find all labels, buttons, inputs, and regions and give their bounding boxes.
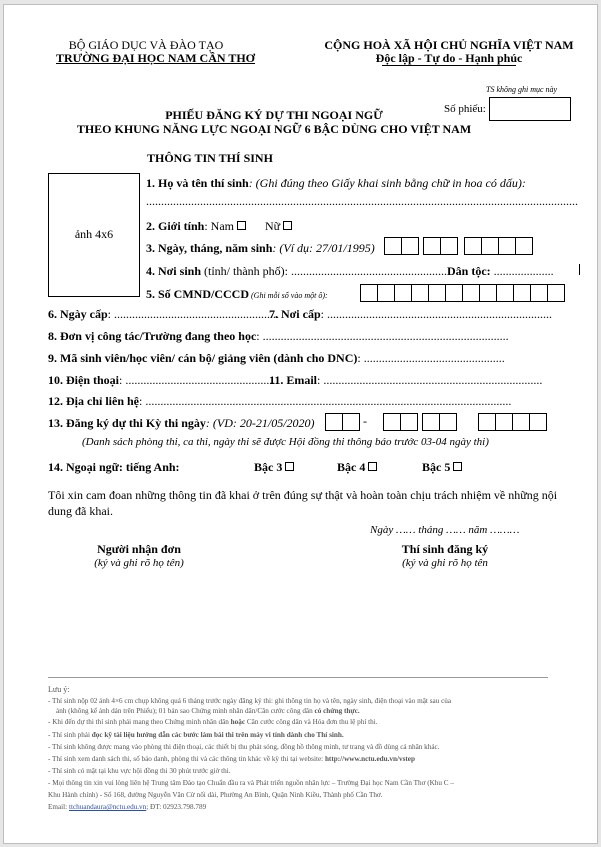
level-3-checkbox[interactable] (285, 462, 294, 471)
motto-underline (382, 65, 516, 66)
id-number-hint: (Ghi mỗi số vào một ô): (249, 291, 328, 300)
form-number-label: Số phiếu: (444, 103, 486, 115)
student-id-label: 9. Mã sinh viên/học viên/ cán bộ/ giảng viên (dành cho DNC) (48, 351, 358, 365)
full-name-label: 1. Họ và tên thí sinh (146, 176, 249, 190)
exam-day-box-2[interactable] (342, 413, 360, 431)
ts-note: TS không ghi mục này (486, 85, 558, 94)
note-contact-line2: Khu Hành chính) - Số 168, đường Nguyễn Văn Cừ nối dài, Phường An Bình, Quận Ninh Kiều, Thành phố Cần Thơ. (48, 791, 383, 799)
note-website (48, 755, 415, 763)
candidate-title: Thí sinh đăng ký (401, 542, 489, 556)
note-arrival: - Thí sinh có mặt tại khu vực hội đồng thi 30 phút trước giờ thi. (48, 767, 231, 775)
exam-day-box-4[interactable] (400, 413, 418, 431)
note-photo-certified: có chứng thực. (312, 707, 360, 715)
full-name-input-line[interactable]: ................................................................................................................................................ (146, 194, 578, 208)
id-box-9[interactable] (496, 284, 514, 302)
birthplace-input-line[interactable]: (tỉnh/ thành phố): .................................................... (201, 264, 447, 278)
level-4-checkbox[interactable] (368, 462, 377, 471)
exam-date-dash: - (363, 414, 367, 428)
note-photo-line1: - Thí sinh nộp 02 ảnh 4×6 cm chụp không quá 6 tháng trước ngày đăng ký thi: ghi thông tin họ và tên, ngày sinh, điện thoại vào mặt sau của (48, 697, 452, 705)
university-name: TRƯỜNG ĐẠI HỌC NAM CẦN THƠ (56, 51, 256, 65)
text-cursor (579, 264, 580, 275)
note-photo-text: ảnh (không kể ảnh dán trên Phiếu); 01 bản sao Chứng minh nhân dân/Căn cước công dân (56, 707, 313, 715)
exam-date-label: 13. Đăng ký dự thi Kỳ thi ngày (48, 416, 206, 430)
email-prefix: Email: (48, 803, 69, 811)
ministry-name: BỘ GIÁO DỤC VÀ ĐÀO TẠO (68, 38, 224, 52)
issue-date-input-line[interactable]: : ....................................................... (107, 307, 280, 321)
gender-male-checkbox[interactable] (237, 221, 246, 230)
id-number-label: 5. Số CMND/CCCD (146, 287, 249, 301)
email-input-line[interactable]: : ......................................................................... (317, 373, 543, 387)
dob-day-box-2[interactable] (401, 237, 419, 255)
gender-label: 2. Giới tính (146, 219, 205, 233)
level-4-label: Bậc 4 (337, 460, 366, 474)
dob-day-box-1[interactable] (384, 237, 402, 255)
field-full-name (146, 176, 526, 191)
signature-date: Ngày …… tháng …… năm ……… (370, 524, 520, 536)
field-dob (146, 241, 375, 256)
issue-place-label: 7. Nơi cấp (269, 307, 321, 321)
form-title-line1: PHIẾU ĐĂNG KÝ DỰ THI NGOẠI NGỮ (165, 108, 383, 122)
note-contact-line1: - Mọi thông tin xin vui lòng liên hệ Trung tâm Đào tạo Chuẩn đầu ra và Phát triển nguồn nhân lực – Trường Đại học Nam Cần Thơ (Khu C – (48, 779, 454, 787)
field-gender (146, 219, 292, 234)
birthplace-label: 4. Nơi sinh (146, 264, 201, 278)
commitment-line1: Tôi xin cam đoan những thông tin đã khai ở trên đúng sự thật và hoàn toàn chịu trách nhiệm về những nội (48, 488, 558, 502)
ethnicity-label: Dân tộc: (447, 264, 491, 278)
field-id-number (146, 287, 328, 302)
contact-phone: ; ĐT: 02923.798.789 (146, 803, 207, 811)
field-birthplace (146, 264, 447, 279)
field-address (48, 394, 511, 409)
notes-divider (48, 677, 548, 678)
phone-label: 10. Điện thoại (48, 373, 120, 387)
exam-day-box-1[interactable] (325, 413, 343, 431)
registration-form-page (3, 4, 598, 844)
level-4-option (337, 460, 377, 475)
dob-month-box-1[interactable] (423, 237, 441, 255)
note-read-guide (48, 731, 344, 739)
issue-place-input-line[interactable]: : ........................................................................... (320, 307, 552, 321)
note-id-or: hoặc (228, 718, 246, 726)
form-title-line2: THEO KHUNG NĂNG LỰC NGOẠI NGỮ 6 BẬC DÙNG CHO VIỆT NAM (76, 122, 472, 136)
level-5-label: Bậc 5 (422, 460, 451, 474)
exam-schedule-note: (Danh sách phòng thi, ca thi, ngày thi sẽ được Hội đồng thi thông báo trước 03-04 ngày thi) (82, 436, 489, 448)
id-box-12[interactable] (547, 284, 565, 302)
photo-label: ảnh 4x6 (74, 227, 114, 241)
national-motto: Độc lập - Tự do - Hạnh phúc (375, 51, 523, 65)
note-id-text-2: Căn cước công dân và Hóa đơn thu lệ phí thi. (245, 718, 378, 726)
form-number-box (489, 97, 571, 121)
commitment-line2: dung đã khai. (48, 504, 113, 518)
language-label: 14. Ngoại ngữ: tiếng Anh: (48, 460, 180, 474)
receiver-hint: (ký và ghi rõ họ tên) (94, 557, 184, 569)
field-ethnicity (447, 264, 554, 279)
dob-label: 3. Ngày, tháng, năm sinh (146, 241, 273, 255)
id-box-6[interactable] (445, 284, 463, 302)
level-3-option (254, 460, 294, 475)
exam-date-hint: : (VD: 20-21/05/2020) (205, 416, 315, 430)
phone-input-line[interactable]: : ................................................... (119, 373, 279, 387)
email-label: 11. Email (269, 373, 318, 387)
level-3-label: Bậc 3 (254, 460, 283, 474)
ethnicity-input-line[interactable]: .................... (490, 264, 554, 278)
dob-month-box-2[interactable] (440, 237, 458, 255)
dob-year-box-2[interactable] (481, 237, 499, 255)
level-5-option (422, 460, 462, 475)
note-id-required (48, 718, 378, 726)
workplace-input-line[interactable]: : .................................................................................. (256, 329, 509, 343)
address-input-line[interactable]: : .......................................................................................................................... (139, 394, 512, 408)
exam-year-box-3[interactable] (512, 413, 530, 431)
gender-male-label: : Nam (204, 219, 234, 233)
exam-month-box-2[interactable] (439, 413, 457, 431)
id-box-5[interactable] (428, 284, 446, 302)
note-devices: - Thí sinh không được mang vào phòng thi điện thoại, các thiết bị thu phát sóng, đồng hồ thông minh, tư trang và đồ dùng cá nhân khác. (48, 743, 440, 751)
note-photo-line2 (56, 707, 360, 715)
dob-hint: : (Ví dụ: 27/01/1995) (272, 241, 375, 255)
photo-box (48, 173, 140, 297)
workplace-label: 8. Đơn vị công tác/Trường đang theo học (48, 329, 257, 343)
website-link[interactable]: http://www.nctu.edu.vn/vstep (324, 755, 415, 763)
candidate-hint: (ký và ghi rõ họ tên (402, 557, 488, 569)
id-box-11[interactable] (530, 284, 548, 302)
field-exam-date (48, 416, 315, 431)
gender-female-checkbox[interactable] (283, 221, 292, 230)
section-title: THÔNG TIN THÍ SINH (147, 151, 273, 165)
id-box-7[interactable] (462, 284, 480, 302)
address-label: 12. Địa chỉ liên hệ (48, 394, 140, 408)
dob-year-box-3[interactable] (498, 237, 516, 255)
note-id-text-1: - Khi đến dự thi thí sinh phải mang theo Chứng minh nhân dân (48, 718, 229, 726)
field-workplace (48, 329, 509, 344)
receiver-title: Người nhận đơn (97, 542, 181, 556)
id-box-10[interactable] (513, 284, 531, 302)
dob-year-box-4[interactable] (515, 237, 533, 255)
gender-female-label: Nữ (265, 219, 281, 233)
level-5-checkbox[interactable] (453, 462, 462, 471)
exam-day-box-3[interactable] (383, 413, 401, 431)
id-box-1[interactable] (360, 284, 378, 302)
republic-name: CỘNG HOÀ XÃ HỘI CHỦ NGHĨA VIỆT NAM (324, 38, 574, 52)
exam-month-box-1[interactable] (422, 413, 440, 431)
field-email (269, 373, 542, 388)
exam-year-box-1[interactable] (478, 413, 496, 431)
exam-year-box-2[interactable] (495, 413, 513, 431)
exam-year-box-4[interactable] (529, 413, 547, 431)
field-issue-date (48, 307, 279, 322)
id-box-2[interactable] (377, 284, 395, 302)
field-phone (48, 373, 278, 388)
contact-email-link[interactable]: ttchuandaura@nctu.edu.vn (68, 803, 147, 811)
note-read-bold: đọc kỹ tài liệu hướng dẫn các bước làm bài thi trên máy vi tính dành cho Thí sinh. (91, 731, 344, 739)
id-box-8[interactable] (479, 284, 497, 302)
note-email-phone (48, 803, 206, 811)
issue-date-label: 6. Ngày cấp (48, 307, 108, 321)
id-box-4[interactable] (411, 284, 429, 302)
note-read-prefix: - Thí sinh phải (48, 731, 92, 739)
field-student-id (48, 351, 505, 366)
field-issue-place (269, 307, 552, 322)
notes-title: Lưu ý: (48, 685, 70, 694)
student-id-input-line[interactable]: : ............................................... (357, 351, 505, 365)
full-name-hint: : (Ghi đúng theo Giấy khai sinh bằng chữ in hoa có dấu): (248, 176, 526, 190)
id-box-3[interactable] (394, 284, 412, 302)
dob-year-box-1[interactable] (464, 237, 482, 255)
note-website-text: - Thí sinh xem danh sách thi, số báo danh, phòng thi và các thông tin khác về kỳ thi tại website: (48, 755, 325, 763)
